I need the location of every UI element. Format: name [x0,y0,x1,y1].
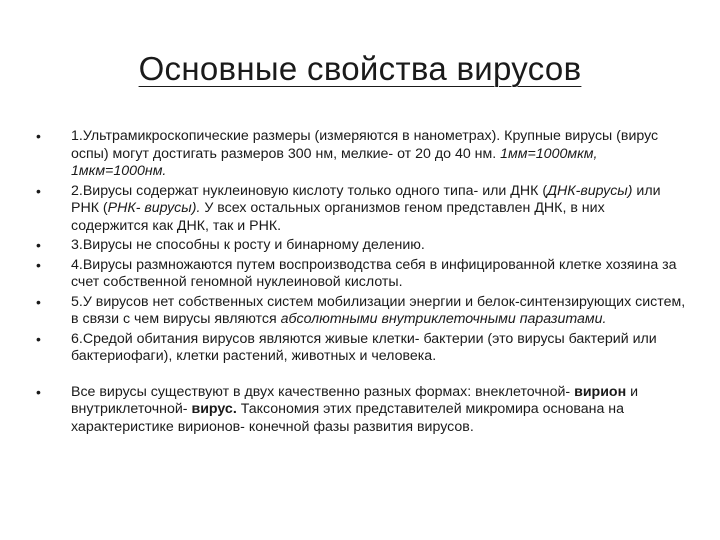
bullet-2-text-a: 2.Вирусы содержат нуклеиновую кислоту только одного типа- или ДНК ( [71,182,548,199]
bullet-7-bold-b: вирус. [191,401,237,417]
bullet-5-italic: абсолютными внутриклеточными паразитами. [280,311,607,327]
bullet-5-text: 5.У вирусов нет собственных систем мобилизации энергии и белок-синтензирующих систем, в связи с чем вирусы являются [71,293,686,327]
bullet-item-4 [36,257,686,292]
bullet-3-text: 3.Вирусы не способны к росту и бинарному делению. [71,237,425,253]
bullet-1-text: 1.Ультрамикроскопические размеры (измеряются в нанометрах). Крупные вирусы (вирус оспы) могут достигать размеров 300 нм, мелкие- от 20 до 40 нм. [71,128,659,162]
bullet-2-italic-b: РНК- вирусы). [107,200,201,216]
bullet-2-text-b: или РНК ( [71,182,661,216]
bullet-item-3 [36,237,686,255]
bullet-6-text: 6.Средой обитания вирусов являются живые клетки- бактерии (это вирусы бактерий или бактериофаги), клетки растений, животных и человека. [71,330,657,364]
bullet-7-text-a: Все вирусы существуют в двух качественно разных формах: внеклеточной- [71,383,575,400]
bullet-item-2 [36,183,686,236]
bullet-1-italic: 1мм=1000мкм, 1мкм=1000нм. [71,145,598,179]
bullet-item-5 [36,294,686,329]
bullet-item-6 [36,331,686,366]
bullet-2-text-c: У всех остальных организмов геном представлен ДНК, в них содержится как ДНК, так и РНК. [71,200,605,234]
bullet-7-text-b: и внутриклеточной- [71,383,639,417]
bullet-item-7 [36,384,686,437]
bullet-item-1 [36,128,686,181]
bullet-4-text: 4.Вирусы размножаются путем воспроизводства себя в инфицированной клетке хозяина за счет собственной геномной нуклеиновой кислоты. [71,256,677,290]
bullet-7-bold-a: вирион [574,383,627,400]
bullet-7-text-c: Таксономия этих представителей микромира основана на характеристике вирионов- конечной фазы развития вирусов. [71,401,624,435]
bullet-list [36,128,686,438]
bullet-2-italic-a: ДНК-вирусы) [547,182,633,199]
slide-title: Основные свойства вирусов [138,50,582,87]
